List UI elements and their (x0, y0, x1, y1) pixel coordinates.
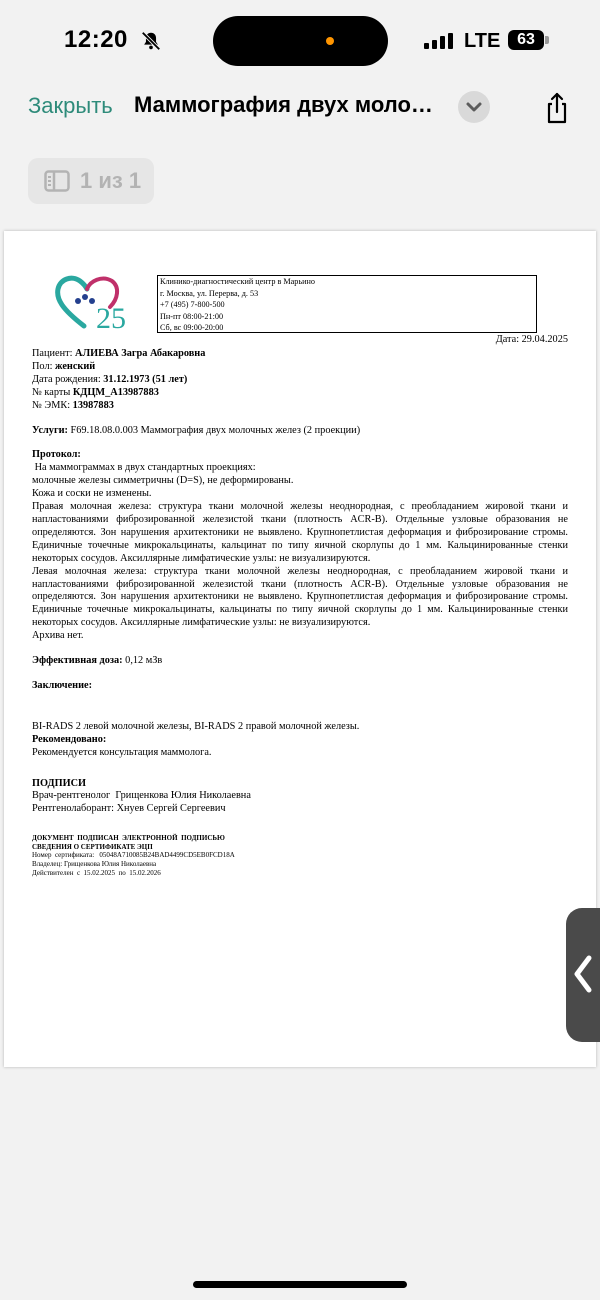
patient-card-row: № карты КДЦМ_А13987883 (32, 386, 159, 398)
clinic-hours-weekend: Сб, вс 09:00-20:00 (160, 323, 224, 332)
network-type: LTE (464, 30, 501, 52)
battery-icon: 63 (508, 30, 544, 50)
patient-card: КДЦМ_А13987883 (72, 386, 159, 398)
right-breast-findings: Правая молочная железа: структура ткани молочной железы неоднородная, с преобладанием жировой ткани и напластованиями фиброзированной железистой ткани (плотность ACR-B). Отдельные узловые образования не определяются. Зон нарушения архитектоники не выявлено. Крупнопетлистая деформация и фиброзирование стромы. Единичные точечные микрокальцинаты, кальцинат по типу яичной скорлупы до 1 мм. Кальцинированные стенки некоторых сосудов. Аксиллярные лимфатические узлы: не визуализируются. (32, 501, 568, 564)
ecp-subtitle: СВЕДЕНИЯ О СЕРТИФИКАТЕ ЭЦП (32, 842, 153, 851)
effective-dose: 0,12 мЗв (122, 655, 163, 667)
signature-doctor: Врач-рентгенолог Грищенкова Юлия Николаевна (32, 790, 251, 802)
sidebar-icon (44, 170, 70, 192)
home-indicator[interactable] (193, 1281, 407, 1288)
protocol-line: Кожа и соски не изменены. (32, 488, 152, 500)
share-icon (542, 91, 572, 125)
ecp-block (32, 834, 568, 877)
status-time: 12:20 (64, 26, 128, 53)
clinic-name: Клинико-диагностический центр в Марьино (160, 277, 315, 286)
cellular-signal-icon (424, 33, 454, 49)
battery-cap (545, 36, 549, 44)
page-indicator-label: 1 из 1 (80, 168, 142, 193)
page-indicator-button[interactable] (28, 158, 154, 204)
recommended-text: Рекомендуется консультация маммолога. (32, 746, 212, 758)
report-date: Дата: 29.04.2025 (495, 334, 568, 345)
report-body (32, 348, 568, 877)
title-menu-button[interactable] (458, 91, 490, 123)
privacy-indicator-dot (326, 37, 334, 45)
patient-sex-row: Пол: женский (32, 360, 96, 372)
clinic-info-box (157, 275, 537, 333)
services-row: Услуги: F69.18.08.0.003 Маммография двух молочных желез (2 проекции) (32, 424, 361, 436)
patient-dob-row: Дата рождения: 31.12.1973 (51 лет) (32, 373, 188, 385)
clinic-logo (54, 271, 136, 331)
conclusion-heading: Заключение: (32, 679, 93, 691)
signatures-heading: ПОДПИСИ (32, 777, 87, 789)
bell-muted-icon (140, 30, 162, 52)
share-button[interactable] (542, 91, 572, 125)
document-page[interactable] (4, 231, 596, 1067)
conclusion-text: BI-RADS 2 левой молочной железы, BI-RADS 2 правой молочной железы. (32, 720, 360, 732)
patient-emk: 13987883 (72, 399, 114, 411)
dynamic-island (213, 16, 388, 66)
archive-note: Архива нет. (32, 630, 84, 642)
patient-sex: женский (55, 360, 96, 372)
effective-dose-row: Эффективная доза: 0,12 мЗв (32, 655, 163, 667)
ecp-owner: Владелец: Грищенкова Юлия Николаевна (32, 860, 157, 869)
clinic-address: г. Москва, ул. Перерва, д. 53 (160, 288, 259, 298)
signature-technician: Рентгенолаборант: Хнуев Сергей Сергеевич (32, 803, 226, 815)
recommended-heading: Рекомендовано: (32, 733, 107, 745)
ecp-title: ДОКУМЕНТ ПОДПИСАН ЭЛЕКТРОННОЙ ПОДПИСЬЮ (32, 834, 225, 843)
protocol-line: молочные железы симметричны (D=S), не деформированы. (32, 475, 294, 487)
document-title: Маммография двух моло… (134, 92, 433, 117)
ecp-cert-number: Номер сертификата: 05048A710085B24BAD4499CD5EB0FCD18A (32, 851, 235, 860)
patient-dob: 31.12.1973 (51 лет) (103, 373, 188, 385)
clinic-phone: +7 (495) 7-800-500 (160, 300, 225, 309)
patient-emk-row: № ЭМК: 13987883 (32, 399, 114, 411)
status-bar (0, 0, 600, 80)
services-text: F69.18.08.0.003 Маммография двух молочных желез (2 проекции) (67, 424, 361, 436)
left-breast-findings: Левая молочная железа: структура ткани молочной железы неоднородная, с преобладанием жировой ткани и напластованиями фиброзированной железистой ткани (плотность ACR-B). Отдельные узловые образования не определяются. Зон нарушения архитектоники не выявлено. Крупнопетлистая деформация и фиброзирование стромы. Единичные точечные микрокальцинаты, кальцинаты по типу яичной скорлупы до 1 мм. Кальцинированные стенки некоторых сосудов. Аксиллярные лимфатические узлы: не визуализируются. (32, 565, 568, 629)
chevron-left-icon (572, 954, 594, 994)
protocol-heading: Протокол: (32, 449, 81, 461)
patient-name: АЛИЕВА Загра Абакаровна (75, 348, 206, 359)
chevron-down-icon (458, 91, 490, 123)
patient-name-row: Пациент: АЛИЕВА Загра Абакаровна (32, 348, 206, 359)
ecp-validity: Действителен с 15.02.2025 по 15.02.2026 (32, 868, 161, 877)
logo-number: 25 (96, 302, 126, 331)
protocol-line: На маммограммах в двух стандартных проекциях: (32, 462, 256, 474)
close-button[interactable]: Закрыть (28, 93, 113, 118)
clinic-hours-weekdays: Пн-пт 08:00-21:00 (160, 311, 224, 321)
side-panel-handle[interactable] (566, 908, 600, 1042)
